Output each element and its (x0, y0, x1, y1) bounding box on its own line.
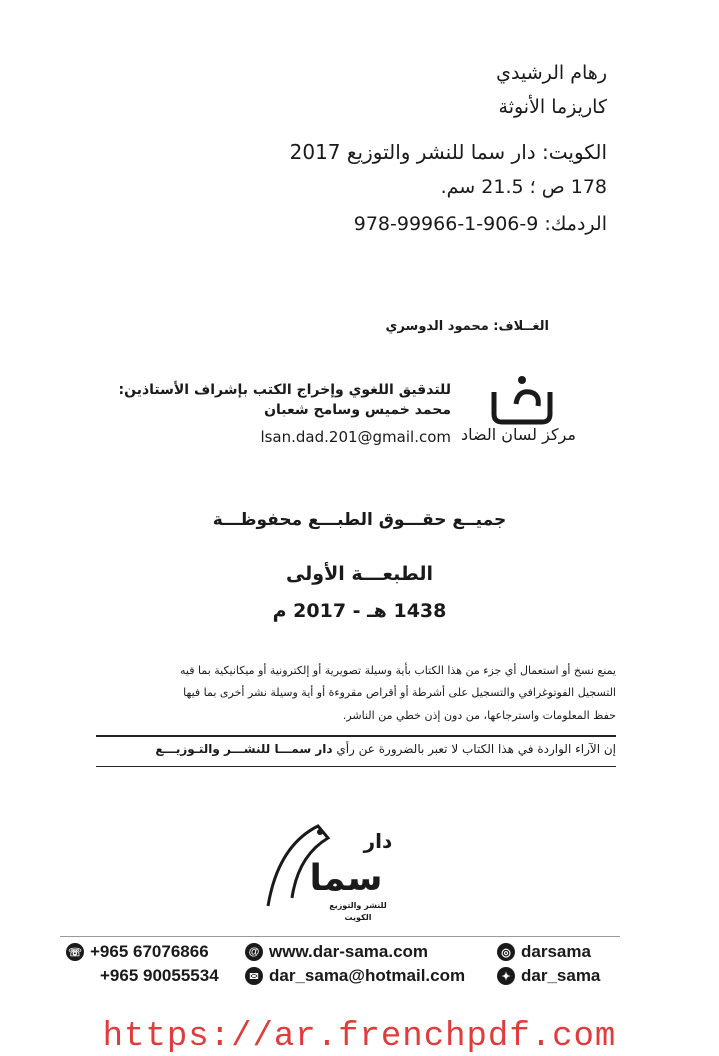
twitter-icon: ✦ (497, 967, 515, 985)
isbn: الردمك: 9-906-1-99966-978 (353, 213, 607, 235)
phone-2: +965 90055534 (100, 966, 219, 985)
proofreading-title: للتدقيق اللغوي وإخراج الكتب بإشراف الأستاذين: (118, 382, 451, 398)
publisher-logo-city: الكويت (344, 913, 372, 922)
opinion-publisher: دار سمـــا للنشـــر والتـوزيـــع (155, 742, 333, 756)
phone-contact-1 (66, 942, 209, 962)
publisher-logo-tagline: للنشر والتوزيع (329, 901, 387, 910)
book-title: كاريزما الأنوثة (498, 96, 607, 118)
edition: الطبعـــة الأولى (285, 563, 434, 585)
phone-icon: ☏ (66, 943, 84, 961)
publisher-logo-sama: سما (309, 858, 383, 899)
watermark-url[interactable]: https://ar.frenchpdf.com (102, 1018, 617, 1056)
opinion-prefix: إن الآراء الواردة في هذا الكتاب لا تعبر بالضرورة عن رأي (336, 742, 616, 756)
instagram-icon: ◎ (497, 943, 515, 961)
edition-year: 1438 هـ - 2017 م (272, 600, 447, 622)
pages-size: 178 ص ؛ 21.5 سم. (440, 176, 607, 198)
proofreading-names: محمد خميس وسامح شعبان (264, 402, 451, 418)
mail-icon: ✉ (245, 967, 263, 985)
website-contact (245, 942, 428, 962)
phone-contact-2 (100, 966, 219, 986)
contacts-divider (60, 936, 620, 937)
rights-reserved: جميــع حقـــوق الطبـــع محفوظـــة (212, 510, 507, 530)
opinion-disclaimer (155, 742, 616, 756)
cover-credit: الغــلاف: محمود الدوسري (385, 319, 549, 334)
phone-1: +965 67076866 (90, 942, 209, 961)
twitter-contact (497, 966, 600, 986)
publisher-line: الكويت: دار سما للنشر والتوزيع 2017 (289, 140, 607, 164)
notice-line-2: التسجيل الفوتوغرافي والتسجيل على أشرطة أو أقراص مقروءة أو أية وسيلة نشر أخرى بما فيها (183, 686, 616, 699)
proofreading-email: lsan.dad.201@gmail.com (260, 428, 451, 446)
publisher-logo-dar: دار (363, 829, 393, 853)
notice-line-1: يمنع نسخ أو استعمال أي جزء من هذا الكتاب بأية وسيلة تصويرية أو إلكترونية أو ميكانيكية بما فيه (180, 664, 616, 677)
center-name: مركز لسان الضاد (461, 425, 576, 444)
notice-line-3: حفظ المعلومات واسترجاعها، من دون إذن خطي من الناشر. (342, 709, 616, 722)
twitter-handle[interactable]: dar_sama (521, 966, 601, 985)
publisher-logo (258, 816, 428, 926)
email[interactable]: dar_sama@hotmail.com (269, 966, 466, 985)
email-contact (245, 966, 465, 986)
divider (96, 735, 616, 737)
author-name: رهام الرشيدي (496, 62, 607, 84)
instagram-contact (497, 942, 591, 962)
instagram-handle[interactable]: darsama (521, 942, 591, 961)
website[interactable]: www.dar-sama.com (269, 942, 429, 961)
web-icon: @ (245, 943, 263, 961)
divider (96, 766, 616, 767)
